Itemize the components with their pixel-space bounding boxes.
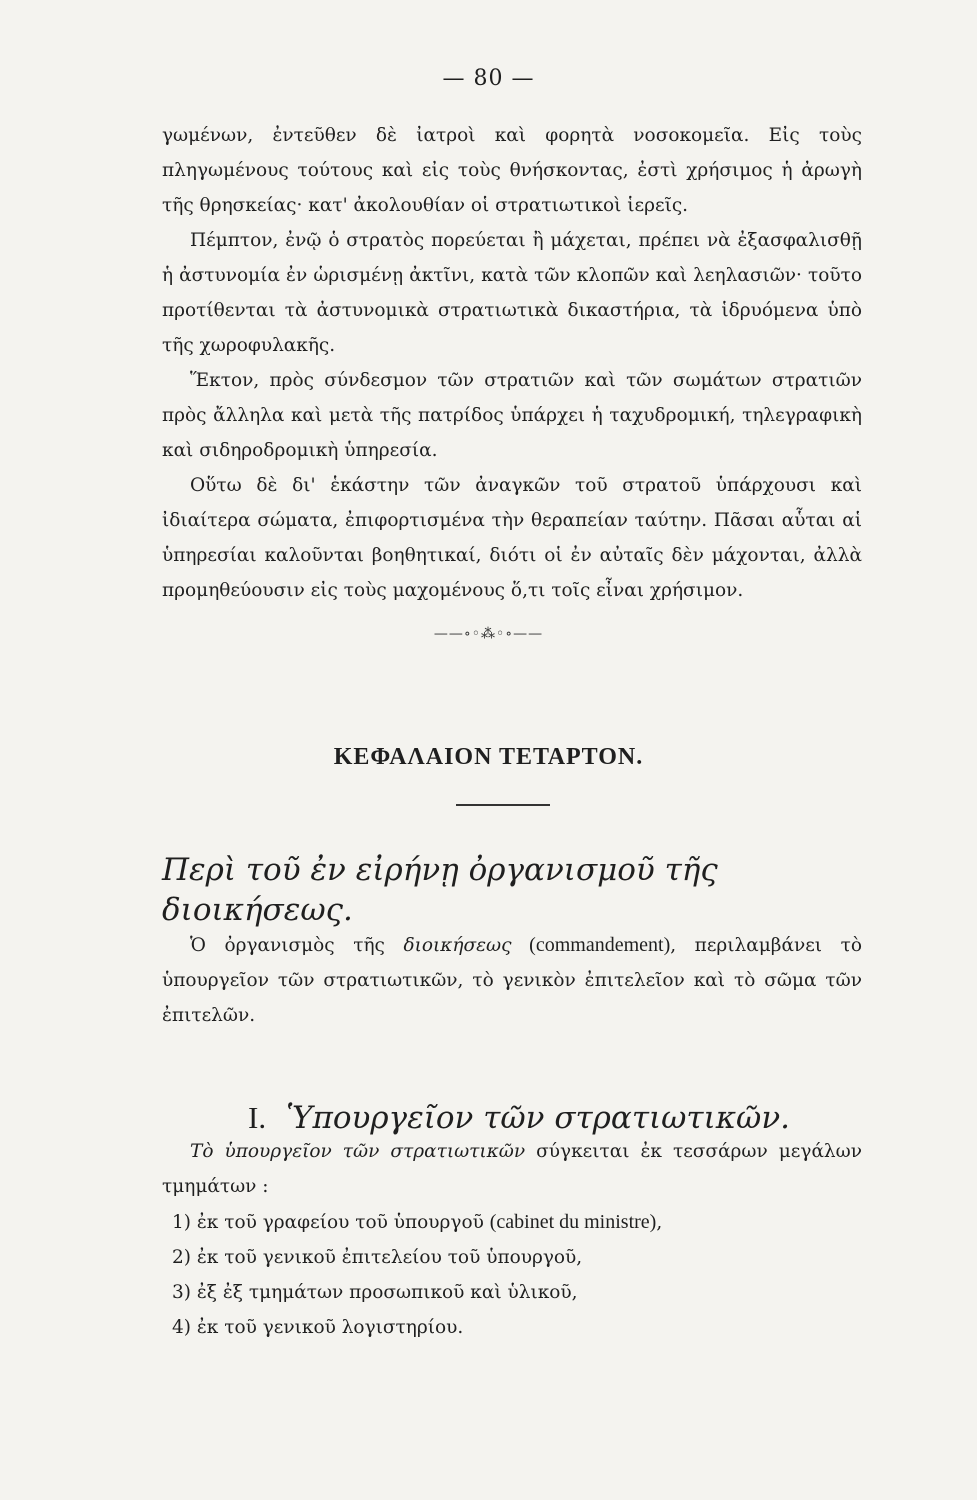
list-item-french: (cabinet du ministre) [489,1211,657,1233]
paragraph: γωμένων, ἐντεῦθεν δὲ ἰατροὶ καὶ φορητὰ νοσοκομεῖα. Εἰς τοὺς πληγωμένους τούτους καὶ εἰς τοὺς θνήσκοντας, ἐστὶ χρήσιμος ἡ ἀρωγὴ τῆς θρησκείας· κατ' ἀκολουθίαν οἱ στρατιωτικοὶ ἱερεῖς. [162,125,862,216]
paragraph: Πέμπτον, ἐνῷ ὁ στρατὸς πορεύεται ἢ μάχεται, πρέπει νὰ ἐξασφαλισθῇ ἡ ἀστυνομία ἐν ὡρισμένῃ ἀκτῖνι, κατὰ τῶν κλοπῶν καὶ λεηλασιῶν· τοῦτο προτίθενται τὰ ἀστυνομικὰ στρατιωτικὰ δικαστήρια, τὰ ἱδρυόμενα ὑπὸ τῆς χωροφυλακῆς. [162,230,862,356]
list-item-text: 4) ἐκ τοῦ γενικοῦ λογιστηρίου. [172,1317,464,1338]
list-item [172,1205,862,1240]
department-list [172,1205,862,1345]
heading-rule [456,804,550,806]
list-item [172,1310,862,1345]
subsection-title: Ὑπουργεῖον τῶν στρατιωτικῶν. [286,1100,791,1136]
subsection-heading [248,1098,868,1138]
ministry-italic: Τὸ ὑπουργεῖον τῶν στρατιωτικῶν [190,1141,526,1162]
section-title: Περὶ τοῦ ἐν εἰρήνῃ ὀργανισμοῦ τῆς διοικήσεως. [162,852,718,928]
intro-paragraph [162,928,862,1033]
list-item [172,1240,862,1275]
paragraph [162,1134,862,1204]
intro-text-after: , περιλαμβάνει τὸ ὑπουργεῖον τῶν στρατιωτικῶν, τὸ γενικὸν ἐπιτελεῖον καὶ τὸ σῶμα τῶν ἐπιτελῶν. [162,935,862,1026]
page-number: — 80 — [442,66,535,91]
subsection-number: I. [248,1100,267,1135]
list-item-text: 2) ἐκ τοῦ γενικοῦ ἐπιτελείου τοῦ ὑπουργοῦ, [172,1247,583,1268]
list-item-suffix: , [656,1212,663,1233]
paragraph: Οὕτω δὲ δι' ἑκάστην τῶν ἀναγκῶν τοῦ στρατοῦ ὑπάρχουσι καὶ ἰδιαίτερα σώματα, ἐπιφορτισμένα τὴν θεραπείαν ταύτην. Πᾶσαι αὗται αἱ ὑπηρεσίαι καλοῦνται βοηθητικαί, διότι οἱ ἐν αὐταῖς δὲν μάχονται, ἀλλὰ προμηθεύουσιν εἰς τοὺς μαχομένους ὅ,τι τοῖς εἶναι χρήσιμον. [162,475,862,601]
paragraph [162,928,862,1033]
body-text-top [162,118,862,608]
list-item-text: 1) ἐκ τοῦ γραφείου τοῦ ὑπουργοῦ [172,1212,490,1233]
intro-italic-term: διοικήσεως [403,935,512,956]
ministry-intro-paragraph [162,1134,862,1204]
intro-text-before: Ὁ ὀργανισμὸς τῆς [190,935,404,956]
ornamental-separator: ——∘◦⁂◦∘—— [433,626,544,642]
ministry-text-after: σύγκειται ἐκ τεσσάρων μεγάλων τμημάτων : [162,1141,862,1197]
intro-french-term: (commandement) [511,934,671,956]
paragraph: Ἕκτον, πρὸς σύνδεσμον τῶν στρατιῶν καὶ τῶν σωμάτων στρατιῶν πρὸς ἄλληλα καὶ μετὰ τῆς πατρίδος ὑπάρχει ἡ ταχυδρομική, τηλεγραφικὴ καὶ σιδηροδρομικὴ ὑπηρεσία. [162,370,862,461]
list-item-text: 3) ἐξ ἐξ τμημάτων προσωπικοῦ καὶ ὑλικοῦ, [172,1282,578,1303]
list-item [172,1275,862,1310]
chapter-heading: ΚΕΦΑΛΑΙΟΝ ΤΕΤΑΡΤΟΝ. [333,744,644,770]
